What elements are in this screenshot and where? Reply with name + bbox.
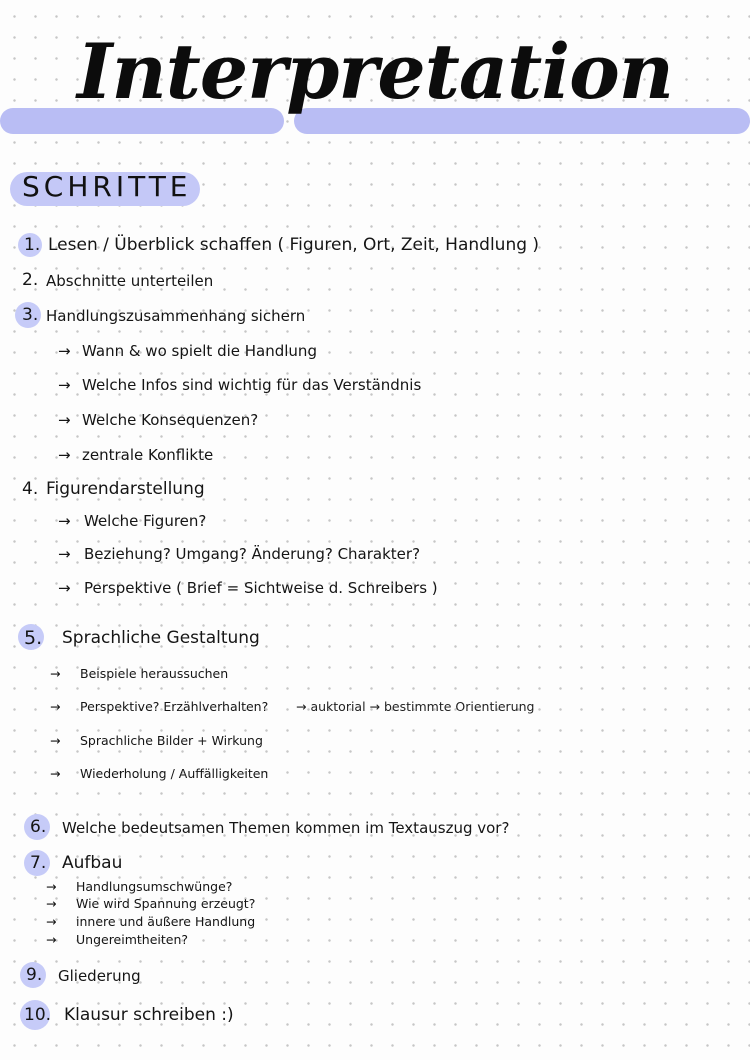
sub-item-text: Wann & wo spielt die Handlung (82, 342, 317, 360)
step-number: 6. (30, 817, 47, 837)
sub-item-text: Beispiele heraussuchen (80, 666, 229, 681)
arrow-icon: → (58, 512, 71, 530)
step-number: 3. (22, 305, 39, 325)
arrow-icon: → (58, 545, 71, 563)
sub-item-text: Welche Figuren? (84, 512, 207, 530)
step-number: 7. (30, 853, 47, 873)
step-text: Aufbau (62, 853, 123, 873)
step-number: 5. (24, 627, 43, 649)
sub-item-text: zentrale Konflikte (82, 446, 214, 464)
step-text: Abschnitte unterteilen (46, 272, 214, 290)
sub-item-text: Beziehung? Umgang? Änderung? Charakter? (84, 545, 421, 563)
arrow-icon: → (50, 733, 61, 748)
arrow-icon: → (50, 699, 61, 714)
step-number: 9. (26, 965, 43, 985)
arrow-icon: → (58, 446, 71, 464)
section-heading: SCHRITTE (22, 170, 192, 203)
sub-item-text: Perspektive ( Brief = Sichtweise d. Schreibers ) (84, 579, 438, 597)
arrow-icon: → (50, 766, 61, 781)
page-title: Interpretation (76, 27, 674, 116)
arrow-icon: → (46, 879, 57, 894)
arrow-icon: → (46, 896, 57, 911)
sub-item-text: Handlungsumschwünge? (76, 879, 233, 894)
arrow-icon: → (58, 376, 71, 394)
arrow-icon: → (58, 342, 71, 360)
step-text: Lesen / Überblick schaffen ( Figuren, Ort, Zeit, Handlung ) (48, 235, 540, 255)
step-number: 4. (22, 479, 39, 499)
sub-item-text: Perspektive? Erzählverhalten? (80, 699, 269, 714)
sub-item-note: → auktorial → bestimmte Orientierung (296, 699, 535, 714)
step-text: Sprachliche Gestaltung (62, 628, 260, 648)
sub-item-text: innere und äußere Handlung (76, 914, 256, 929)
arrow-icon: → (46, 932, 57, 947)
step-text: Figurendarstellung (46, 479, 205, 499)
step-number: 10. (24, 1005, 52, 1025)
sub-item-text: Sprachliche Bilder + Wirkung (80, 733, 263, 748)
arrow-icon: → (50, 666, 61, 681)
arrow-icon: → (58, 411, 71, 429)
arrow-icon: → (46, 914, 57, 929)
arrow-icon: → (58, 579, 71, 597)
step-number: 1. (24, 235, 41, 255)
sub-item-text: Wie wird Spannung erzeugt? (76, 896, 256, 911)
sub-item-text: Ungereimtheiten? (76, 932, 189, 947)
step-text: Handlungszusammenhang sichern (46, 307, 306, 325)
sub-item-text: Wiederholung / Auffälligkeiten (80, 766, 269, 781)
step-text: Welche bedeutsamen Themen kommen im Textauszug vor? (62, 819, 510, 837)
step-number: 2. (22, 270, 39, 290)
sub-item-text: Welche Konsequenzen? (82, 411, 259, 429)
step-text: Klausur schreiben :) (64, 1005, 234, 1025)
sub-item-text: Welche Infos sind wichtig für das Verständnis (82, 376, 422, 394)
step-text: Gliederung (58, 967, 141, 985)
